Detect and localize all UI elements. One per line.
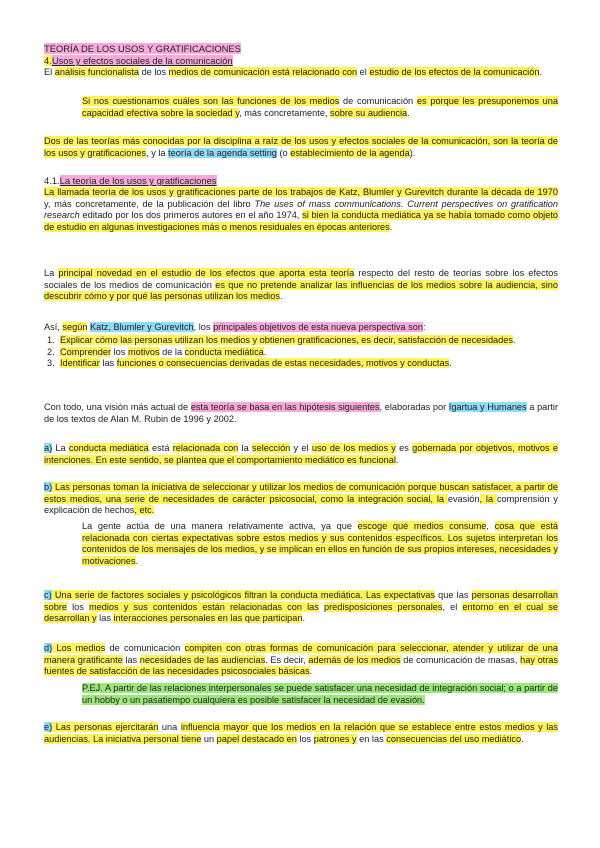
text-run: Explicar cómo las personas utilizan los medios y obtienen gratificaciones, es decir, satisfacción de necesidades (60, 335, 513, 345)
text-run: . (279, 291, 283, 302)
text-run: está (148, 443, 173, 453)
text-run: conducta mediática (184, 346, 264, 357)
text-run: la (238, 443, 252, 453)
text-run: principales objetivos de esta nueva perspectiva son (213, 322, 423, 332)
text-run: Las personas toman la iniciativa de seleccionar y utilizar los medios de comunicación porque buscan satisfacer, a partir de estos medios, una serie de necesidades de carácter psicosocial, como la integración social, la (44, 482, 558, 504)
text-run: conducta mediática (68, 443, 149, 453)
text-run: entorno en el cual se desarrollan y (44, 601, 558, 624)
text-run: La gente actúa de una manera relativamente activa, ya que (82, 521, 358, 531)
hypothesis-b (44, 482, 558, 517)
text-run: y, más concretamente, de la publicación del libro (44, 198, 255, 209)
text-run: si bien la conducta mediática ya se había tomado como objeto de estudio en algunas investigaciones más o menos residuales en épocas anteriores (44, 210, 558, 232)
text-run: influencia mayor que los medios en la relación que se establece entre estos medios y las audiencias. La iniciativa personal tiene (44, 722, 558, 744)
text-run: las (99, 358, 117, 369)
text-run: una (158, 722, 181, 732)
text-run: teoría de la agenda setting (168, 147, 277, 158)
text-run: motivos (127, 346, 160, 357)
text-run: los (111, 346, 128, 357)
text-run: gobernada por objetivos, motivos e intenciones. En este sentido, se plantea que el comportamiento mediático es funcional (44, 443, 558, 465)
text-run: interacciones personales en las que participan (113, 613, 303, 624)
paragraph (44, 268, 558, 303)
text-run: editado por los dos primeros autores en el año 1974, (79, 210, 303, 221)
text-run: Los medios (52, 643, 106, 653)
text-run: necesidades de las audiencias (139, 654, 266, 665)
text-run: . (135, 555, 139, 566)
text-run: Así, (44, 322, 63, 332)
text-run: b) (44, 482, 53, 492)
text-run: . (395, 454, 399, 465)
text-run: respecto del resto de teorías sobre los efectos sociales de los medios de comunicación (44, 268, 559, 290)
indented-paragraph (82, 521, 558, 567)
text-run: evasión (447, 493, 480, 504)
text-run: Las personas ejercitarán (52, 722, 159, 732)
text-run: El (44, 67, 55, 77)
text-run: patrones y (313, 733, 357, 744)
text-run: . (263, 346, 267, 357)
text-run: comprensión y explicación de hechos (44, 493, 558, 516)
text-run: además de los medios (308, 654, 401, 665)
text-run: a partir de los textos de Alan M. Rubin de 1996 y 2002. (44, 402, 559, 424)
heading-number: 4. (44, 55, 52, 66)
heading-text: Usos y efectos sociales de la comunicación (51, 55, 233, 66)
text-run: Con todo, una visión más actual de (44, 402, 191, 412)
text-run: medios de comunicación está relacionado con (168, 67, 358, 77)
text-run: compiten con otras formas de comunicación para seleccionar, atender y utilizar de una manera gratificante (44, 643, 558, 665)
list-item (44, 358, 558, 370)
text-run: . (309, 666, 313, 677)
text-run: . (302, 613, 306, 624)
text-run: de los (139, 67, 169, 77)
text-run: , elaboradas por (379, 402, 449, 412)
paragraph (44, 322, 558, 334)
list-item (44, 335, 558, 347)
hypothesis-e (44, 722, 558, 745)
text-run: que las (435, 590, 472, 600)
hypothesis-c (44, 590, 558, 625)
section-4-heading (44, 55, 558, 67)
text-run: (o (276, 147, 291, 158)
text-run: expectativas (383, 590, 435, 600)
text-run: personas desarrollan sobre (44, 590, 558, 612)
text-run: P.EJ. A partir de las relaciones interpersonales se puede satisfacer una necesidad de integración social; o a partir de un hobby o un pasatiempo cualquiera es posible satisfacer la necesidad de evasión. (82, 683, 558, 705)
text-run: de la (159, 346, 185, 357)
text-run: Una serie de factores sociales y psicológicos filtran la conducta mediática. Las (51, 590, 384, 600)
text-run: establecimiento de la agenda (290, 147, 410, 158)
heading-text: La teoría de los usos y gratificaciones (59, 175, 217, 186)
text-run: funciones o consecuencias derivadas de estas necesidades, motivos y conductas (116, 358, 450, 369)
paragraph (44, 187, 558, 233)
text-run: las (96, 613, 114, 624)
text-run: de comunicación (339, 96, 417, 106)
text-run: sobre su audiencia (330, 107, 408, 118)
text-run: , (486, 521, 495, 531)
text-run: cosa que está relacionada con ciertas expectativas sobre estos medios y sus contenidos específicos. Los sujetos interpretan los contenidos de los mensajes de los medios, y se implican en ellos en función de sus propios intereses, necesidades y motivaciones (82, 521, 558, 566)
title-text: TEORÍA DE LOS USOS Y GRATIFICACIONES (44, 43, 241, 54)
text-run: a) (44, 443, 53, 453)
paragraph (44, 67, 558, 79)
text-run: el (357, 67, 370, 77)
text-run: Si nos cuestionamos cuáles son las funciones de los medios (82, 96, 340, 106)
text-run: e) (44, 722, 53, 732)
document-title (44, 43, 558, 55)
text-run: principal novedad en el estudio de los efectos que aporta esta teoría (58, 268, 355, 278)
paragraph (44, 136, 558, 159)
text-run: : (422, 322, 426, 332)
text-run: hay otras fuentes de satisfacción de las necesidades psicosociales básicas (44, 654, 558, 677)
text-run: Katz, Blumler y Gurevitch (90, 322, 194, 332)
text-run: , más concretamente, (239, 107, 331, 118)
hypothesis-d (44, 643, 558, 678)
text-run: 3. (47, 358, 55, 369)
text-run: ). (409, 147, 416, 158)
text-run: La (44, 268, 59, 278)
text-run: según (62, 322, 88, 332)
text-run: . (449, 358, 452, 369)
text-run: escoge qué medios consume (357, 521, 487, 531)
text-run: predisposiciones personales (323, 601, 443, 612)
text-run: . (521, 733, 524, 744)
text-run: es porque les presuponemos una capacidad efectiva sobre la sociedad y (82, 96, 559, 118)
text-run: . Es decir, (265, 654, 309, 665)
text-run: La (52, 443, 69, 453)
text-run: . (389, 221, 393, 232)
text-run: . (539, 67, 543, 77)
text-run: 1. (47, 335, 55, 345)
text-run: relacionada con (172, 443, 239, 453)
text-run: estudio de los efectos de la comunicación (369, 67, 540, 77)
text-run: análisis funcionalista (54, 67, 140, 77)
text-run: es (395, 443, 413, 453)
text-run: medios y sus contenidos están relacionadas con las (88, 601, 319, 612)
text-run: d) (44, 643, 53, 653)
text-run: de comunicación de masas, (400, 654, 521, 665)
text-run: uso de los medios y (311, 443, 396, 453)
text-run: . (407, 107, 410, 118)
heading-number: 4.1. (44, 175, 60, 186)
text-run: Igartua y Humanes (448, 402, 527, 412)
text-run: en las (356, 733, 387, 744)
text-run: , el (442, 601, 463, 612)
text-run: y el (290, 443, 312, 453)
text-run: Comprender (60, 346, 112, 357)
text-run: es que no pretende analizar las influencias de los medios sobre la audiencia, sino descubrir cómo y por qué las personas utilizan los medios (44, 279, 558, 302)
text-run: , la (479, 493, 497, 504)
text-run: selección (251, 443, 291, 453)
text-run: , etc. (134, 505, 155, 516)
text-run: The uses of mass communications. Current perspectives on gratification research (44, 198, 558, 221)
text-run: las (122, 654, 140, 665)
paragraph (44, 402, 558, 425)
text-run: 2. (47, 346, 55, 357)
list-item (44, 347, 558, 359)
section-4-1-heading (44, 175, 558, 187)
example-paragraph (82, 683, 558, 706)
text-run: consecuencias del uso mediático (386, 733, 522, 744)
text-run: , los (193, 322, 214, 332)
indented-paragraph (82, 96, 558, 119)
text-run: Identificar (60, 358, 100, 369)
text-run: esta teoría se basa en las hipótesis siguientes (190, 402, 380, 412)
objectives-list (44, 335, 558, 370)
text-run: , y la (146, 147, 169, 158)
text-run: de comunicación (105, 643, 185, 653)
text-run: un (201, 733, 217, 744)
text-run: Dos de las teorías más conocidas por la disciplina a raíz de los usos y efectos sociales de la comunicación, son la teoría de los usos y gratificaciones (44, 136, 558, 158)
text-run: los (296, 733, 314, 744)
text-run: c) (44, 590, 52, 600)
text-run: los (66, 601, 89, 612)
text-run: . (512, 335, 516, 345)
text-run: papel destacado en (216, 733, 297, 744)
hypothesis-a (44, 443, 558, 466)
text-run: La llamada teoría de los usos y gratificaciones parte de los trabajos de Katz, Blumler y Gurevitch durante la década de 1970 (44, 187, 558, 197)
